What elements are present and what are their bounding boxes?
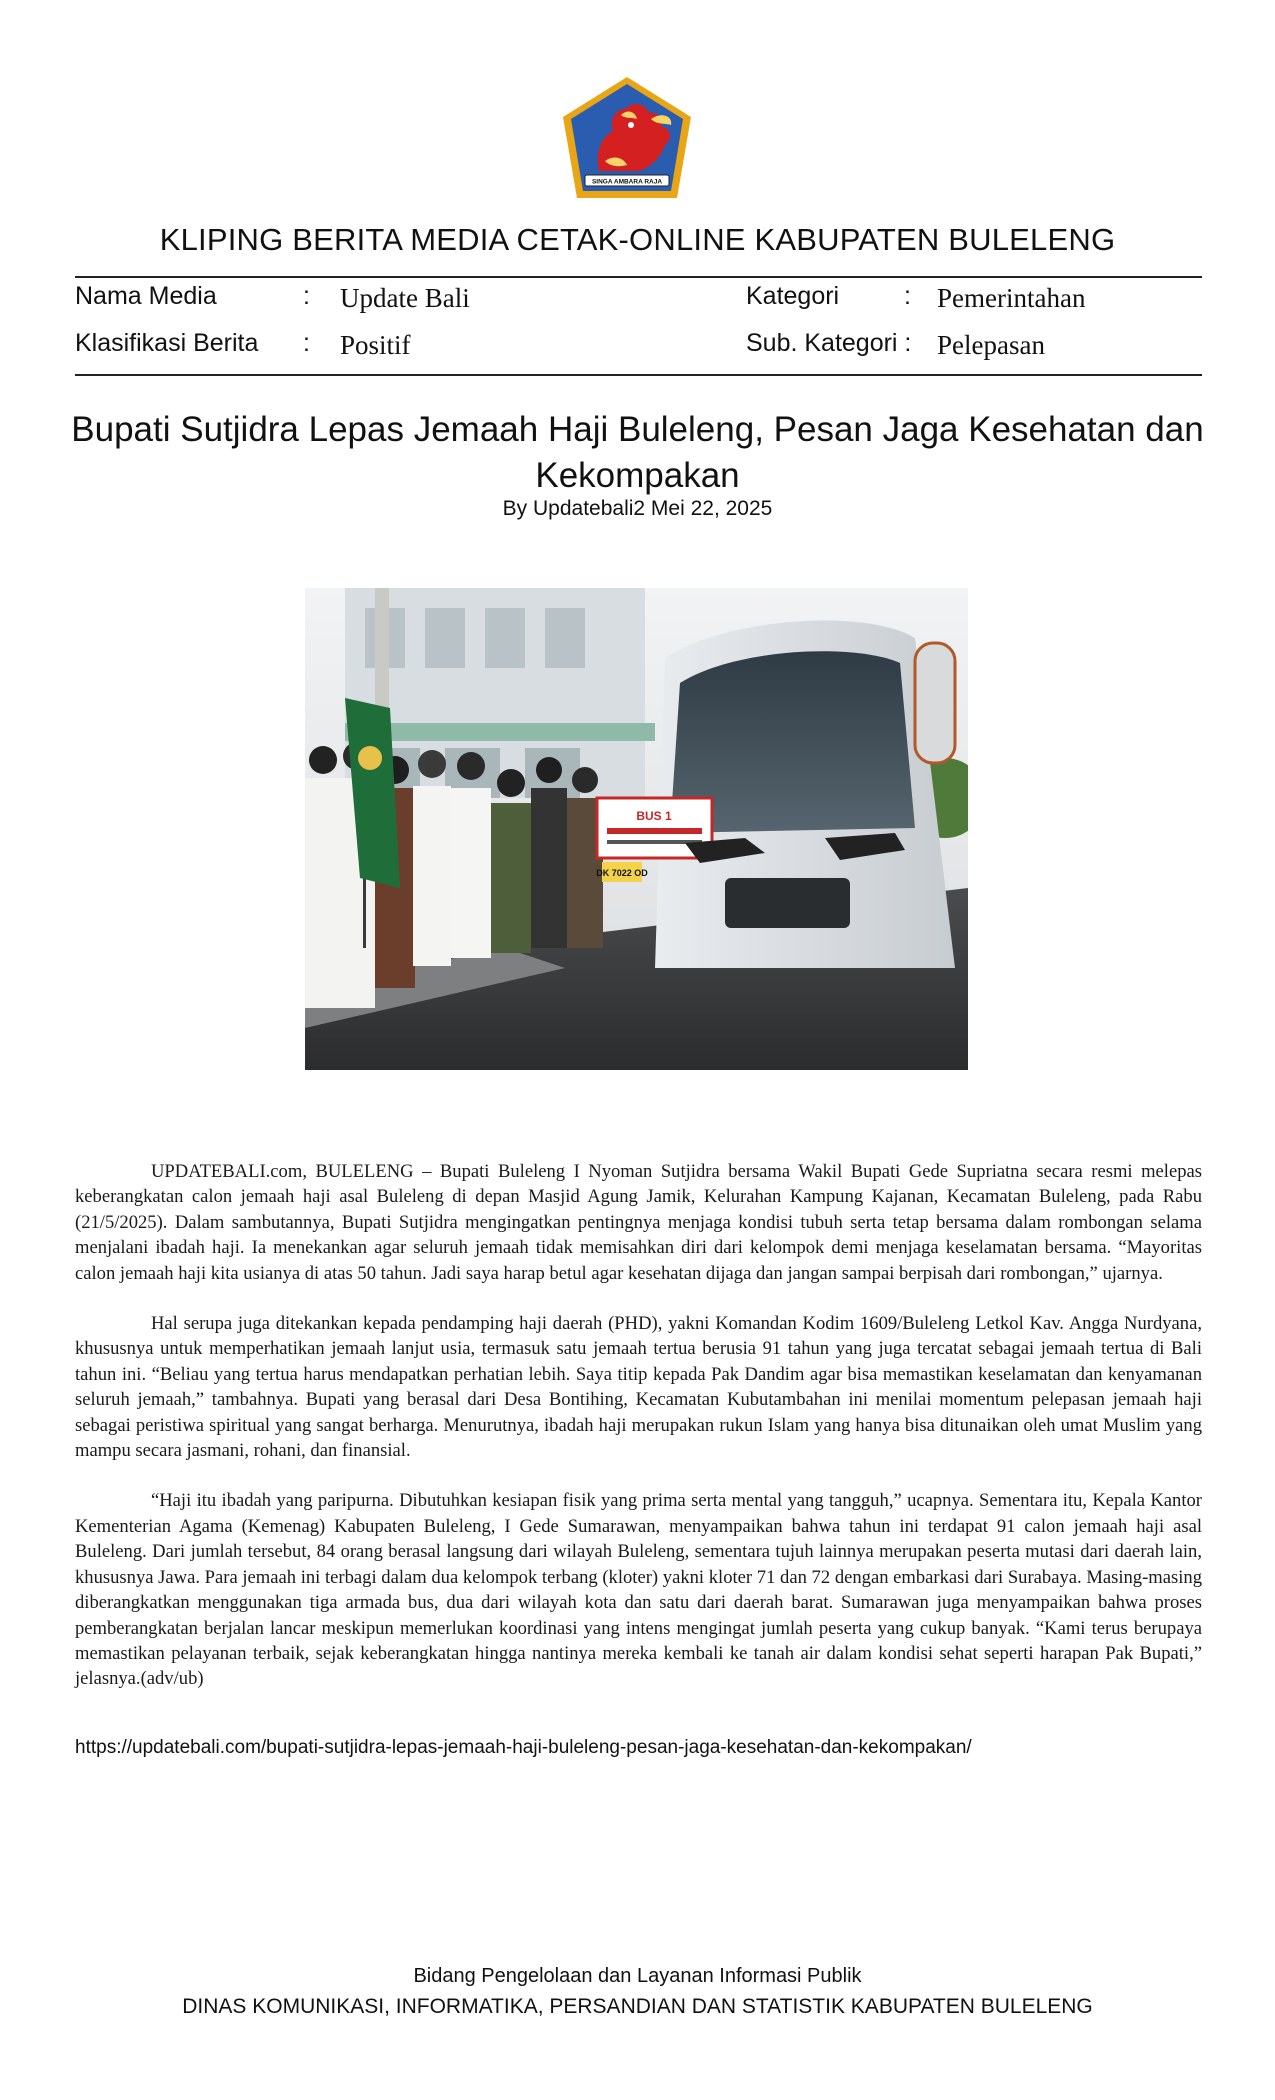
article-body (75, 1159, 1202, 1717)
header-top-rule (75, 276, 1202, 278)
kliping-header-title: KLIPING BERITA MEDIA CETAK-ONLINE KABUPATEN BULELENG (159, 222, 1116, 257)
footer-office: DINAS KOMUNIKASI, INFORMATIKA, PERSANDIAN DAN STATISTIK KABUPATEN BULELENG (182, 1995, 1093, 2018)
media-label: Nama Media (75, 282, 217, 310)
sub-kategori-value: Pelepasan (937, 330, 1045, 360)
kategori-value: Pemerintahan (937, 283, 1086, 313)
buleleng-regency-logo (561, 75, 693, 200)
source-url-link[interactable]: https://updatebali.com/bupati-sutjidra-lepas-jemaah-haji-buleleng-pesan-jaga-kesehatan-dan-kekompakan/ (75, 1737, 972, 1758)
media-value: Update Bali (340, 283, 470, 313)
article-paragraph-3: “Haji itu ibadah yang paripurna. Dibutuhkan kesiapan fisik yang prima serta mental yang tangguh,” ucapnya. Sementara itu, Kepala Kantor Kementerian Agama (Kemenag) Kabupaten Buleleng, I Gede Sumarawan, menyampaikan bahwa tahun ini terdapat 91 calon jemaah haji asal Buleleng. Dari jumlah tersebut, 84 orang berasal langsung dari wilayah Buleleng, sementara tujuh lainnya merupakan peserta mutasi dari daerah lain, khususnya Jawa. Para jemaah ini terbagi dalam dua kelompok terbang (kloter) yakni kloter 71 dan 72 dengan embarkasi dari Surabaya. Masing-masing diberangkatkan menggunakan tiga armada bus, dua dari wilayah kota dan satu dari daerah barat. Sumarawan juga menyampaikan bahwa proses pemberangkatan berjalan lancar meskipun memerlukan koordinasi yang intens mengingat jumlah peserta yang cukup banyak. “Kami terus berupaya memastikan pelayanan terbaik, sejak keberangkatan hingga nantinya mereka kembali ke tanah air dalam kondisi sehat seperti harapan Pak Bupati,” jelasnya.(adv/ub) (75, 1490, 1202, 1690)
article-photo (305, 588, 968, 1070)
kategori-label: Kategori (746, 282, 840, 310)
article-headline: Bupati Sutjidra Lepas Jemaah Haji Buleleng, Pesan Jaga Kesehatan dan Kekompakan (71, 410, 1204, 495)
bus-plate: DK 7022 OD (596, 868, 648, 878)
klasifikasi-colon: : (303, 329, 310, 357)
media-colon: : (303, 282, 310, 310)
footer-division: Bidang Pengelolaan dan Layanan Informasi Publik (413, 1965, 862, 1987)
kategori-colon: : (904, 282, 911, 310)
klasifikasi-label: Klasifikasi Berita (75, 329, 259, 357)
article-paragraph-1: UPDATEBALI.com, BULELENG – Bupati Buleleng I Nyoman Sutjidra bersama Wakil Bupati Gede Supriatna secara resmi melepas keberangkatan calon jemaah haji asal Buleleng di depan Masjid Agung Jamik, Kelurahan Kampung Kajanan, Kecamatan Buleleng, pada Rabu (21/5/2025). Dalam sambutannya, Bupati Sutjidra mengingatkan pentingnya menjaga kondisi tubuh serta tetap bersama dalam rombongan selama menjalani ibadah haji. Ia menekankan agar seluruh jemaah tidak memisahkan diri dari kelompok demi menjaga keselamatan bersama. “Mayoritas calon jemaah haji kita usianya di atas 50 tahun. Jadi saya harap betul agar kesehatan dijaga dan jangan sampai berpisah dari rombongan,” ujarnya. (75, 1161, 1202, 1284)
article-byline: By Updatebali2 Mei 22, 2025 (502, 497, 773, 520)
bus-banner-text: BUS 1 (636, 809, 672, 823)
article-paragraph-2: Hal serupa juga ditekankan kepada pendamping haji daerah (PHD), yakni Komandan Kodim 1609/Buleleng Letkol Kav. Angga Nurdyana, khususnya untuk memperhatikan jemaah lanjut usia, termasuk satu jemaah tertua berusia 91 tahun yang juga tercatat sebagai jemaah tertua di Bali tahun ini. “Beliau yang tertua harus mendapatkan perhatian lebih. Saya titip kepada Pak Dandim agar bisa memastikan keselamatan dan kenyamanan seluruh jemaah,” tambahnya. Bupati yang berasal dari Desa Bontihing, Kecamatan Kubutambahan ini menilai momentum pelepasan jemaah haji sebagai peristiwa spiritual yang sangat berharga. Menurutnya, ibadah haji merupakan rukun Islam yang hanya bisa ditunaikan oleh umat Muslim yang mampu secara jasmani, rohani, dan finansial. (75, 1313, 1202, 1462)
sub-kategori-label: Sub. Kategori : (746, 329, 912, 357)
logo-motto: SINGA AMBARA RAJA (591, 178, 663, 186)
header-bottom-rule (75, 374, 1202, 376)
klasifikasi-value: Positif (340, 330, 411, 360)
